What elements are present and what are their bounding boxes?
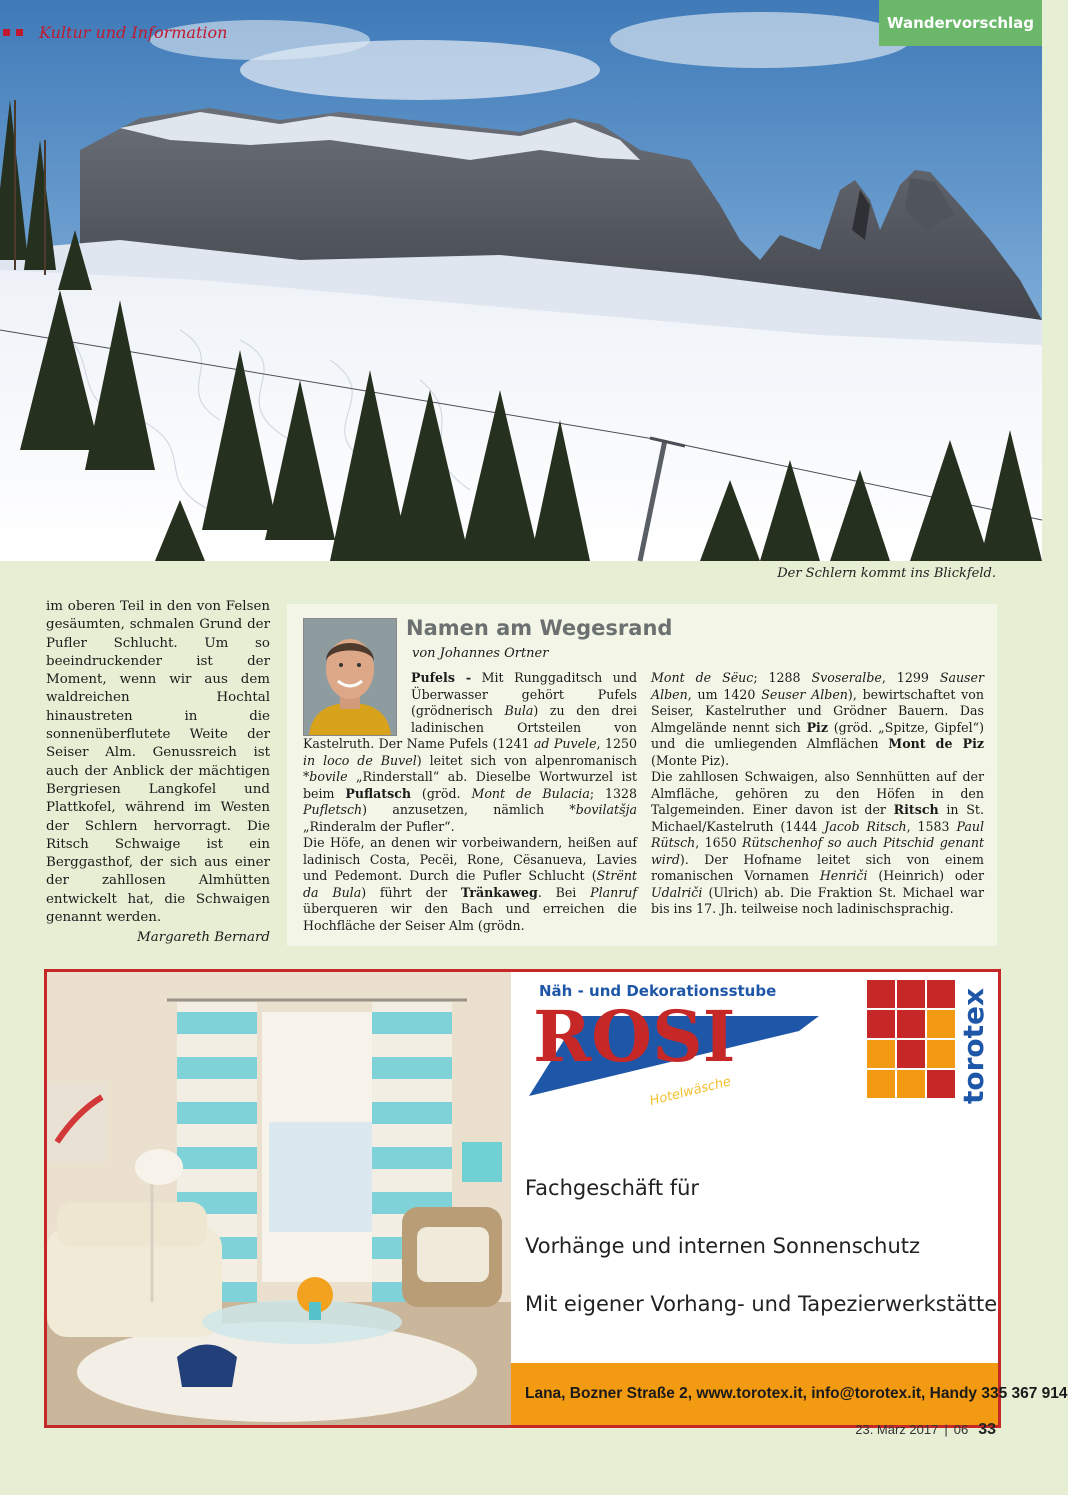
- section-tag-label: Wandervorschlag: [886, 14, 1035, 32]
- left-column: [46, 598, 270, 948]
- article-author: von Johannes Ortner: [412, 646, 549, 661]
- rosi-logo: [519, 976, 819, 1111]
- page-footer: [855, 1421, 996, 1439]
- living-room-image: [47, 972, 511, 1425]
- ad-room-photo: [47, 972, 511, 1425]
- section-header: [3, 18, 227, 46]
- torotex-logo-text: torotex: [957, 987, 990, 1104]
- issue-date: 23. März 2017: [855, 1422, 939, 1437]
- ad-contact-bar: [511, 1363, 1068, 1425]
- left-column-text: im oberen Teil in den von Felsen gesäumten, schmalen Grund der Pufler Schlucht. Um so beeindruckender ist der Moment, wenn wir aus dem waldreichen Hochtal hinaustreten in die sonnenüberflutete Weite der Seiser Alm. Genussreich ist auch der Anblick der mächtigen Bergriesen Langkofel und Plattkofel, während im Westen der Schlern hervorragt. Die Ritsch Schwaige ist ein Berggasthof, der sich aus einer der zahllosen Almhütten entwickelt hat, die Schwaigen genannt werden.: [46, 599, 270, 926]
- article-box: [287, 604, 997, 946]
- article-column-2: Mont de Sëuc; 1288 Svoseralbe, 1299 Sauser Alben, um 1420 Seuser Alben), bewirtschaftet von Seiser, Kastelruther und Grödner Bauern. Das Almgelände nennt sich Piz (gröd. „Spitze, Gipfel“) und die umliegenden Almflächen Mont de Piz (Monte Piz). Die zahllosen Schwaigen, also Sennhütten auf der Almfläche, gehören zu den Höfen in den Talgemeinden. Einer davon ist der Ritsch in St. Michael/Kastelruth (1444 Jacob Ritsch, 1583 Paul Rütsch, 1650 Rütschenhof so auch Pitschid genant wird). Der Hofname leitet sich von einem romanischen Vornamen Henriči (Heinrich) oder Udalriči (Ulrich) ab. Die Fraktion St. Michael war bis ins 17. Jh. teilweise noch ladinischsprachig.: [651, 670, 985, 916]
- torotex-logo: [823, 976, 993, 1111]
- rosi-logo-sub-text: Hotelwäsche: [648, 1074, 733, 1110]
- article-column-1: Pufels - Mit Runggaditsch und Überwasser gehört Pufels (grödnerisch Bula) zu den drei ladinischen Ortsteilen von Kastelruth. Der Name Pufels (1241 ad Puvele, 1250 in loco de Buvel) leitet sich von alpenromanisch *bovile „Rinderstall“ ab. Dieselbe Wortwurzel ist beim Puflatsch (gröd. Mont de Bulacia; 1328 Pufletsch) anzusetzen, nämlich *bovilatšja „Rinderalm der Pufler“. Die Höfe, an denen wir vorbeiwandern, heißen auf ladinisch Costa, Pecëi, Rone, Cësanueva, Lavies und Pedemont. Durch die Pufler Schlucht (Strënt da Bula) führt der Tränkaweg. Bei Planruf überqueren wir den Bach und erreichen die Hochfläche der Seiser Alm (grödn.: [303, 670, 638, 933]
- ad-contact-text: Lana, Bozner Straße 2, www.torotex.it, info@torotex.it, Handy 335 367 914: [525, 1385, 1068, 1402]
- left-column-author: Margareth Bernard: [137, 930, 270, 946]
- hero-photo: [0, 0, 1042, 561]
- page-number: 33: [978, 1421, 996, 1438]
- bullet-square-icon: [16, 29, 23, 36]
- ad-line-2: Vorhänge und internen Sonnenschutz: [525, 1234, 921, 1258]
- section-title: Kultur und Information: [39, 22, 228, 42]
- article-title: Namen am Wegesrand: [406, 616, 673, 640]
- ad-text-panel: [511, 972, 1068, 1425]
- issue-number: 06: [953, 1422, 969, 1437]
- folio-separator: |: [944, 1422, 948, 1437]
- snow-mountain-image: [0, 0, 1042, 561]
- rosi-logo-top-text: Näh - und Dekorationsstube: [539, 982, 777, 1000]
- photo-caption: Der Schlern kommt ins Blickfeld.: [777, 566, 996, 581]
- bullet-square-icon: [3, 29, 10, 36]
- rosi-logo-main-text: ROSI: [533, 995, 736, 1078]
- section-tag: [879, 0, 1042, 46]
- ad-line-3: Mit eigener Vorhang- und Tapezierwerkstätte: [525, 1292, 998, 1316]
- advertisement[interactable]: [44, 969, 1068, 1428]
- ad-line-1: Fachgeschäft für: [525, 1176, 700, 1200]
